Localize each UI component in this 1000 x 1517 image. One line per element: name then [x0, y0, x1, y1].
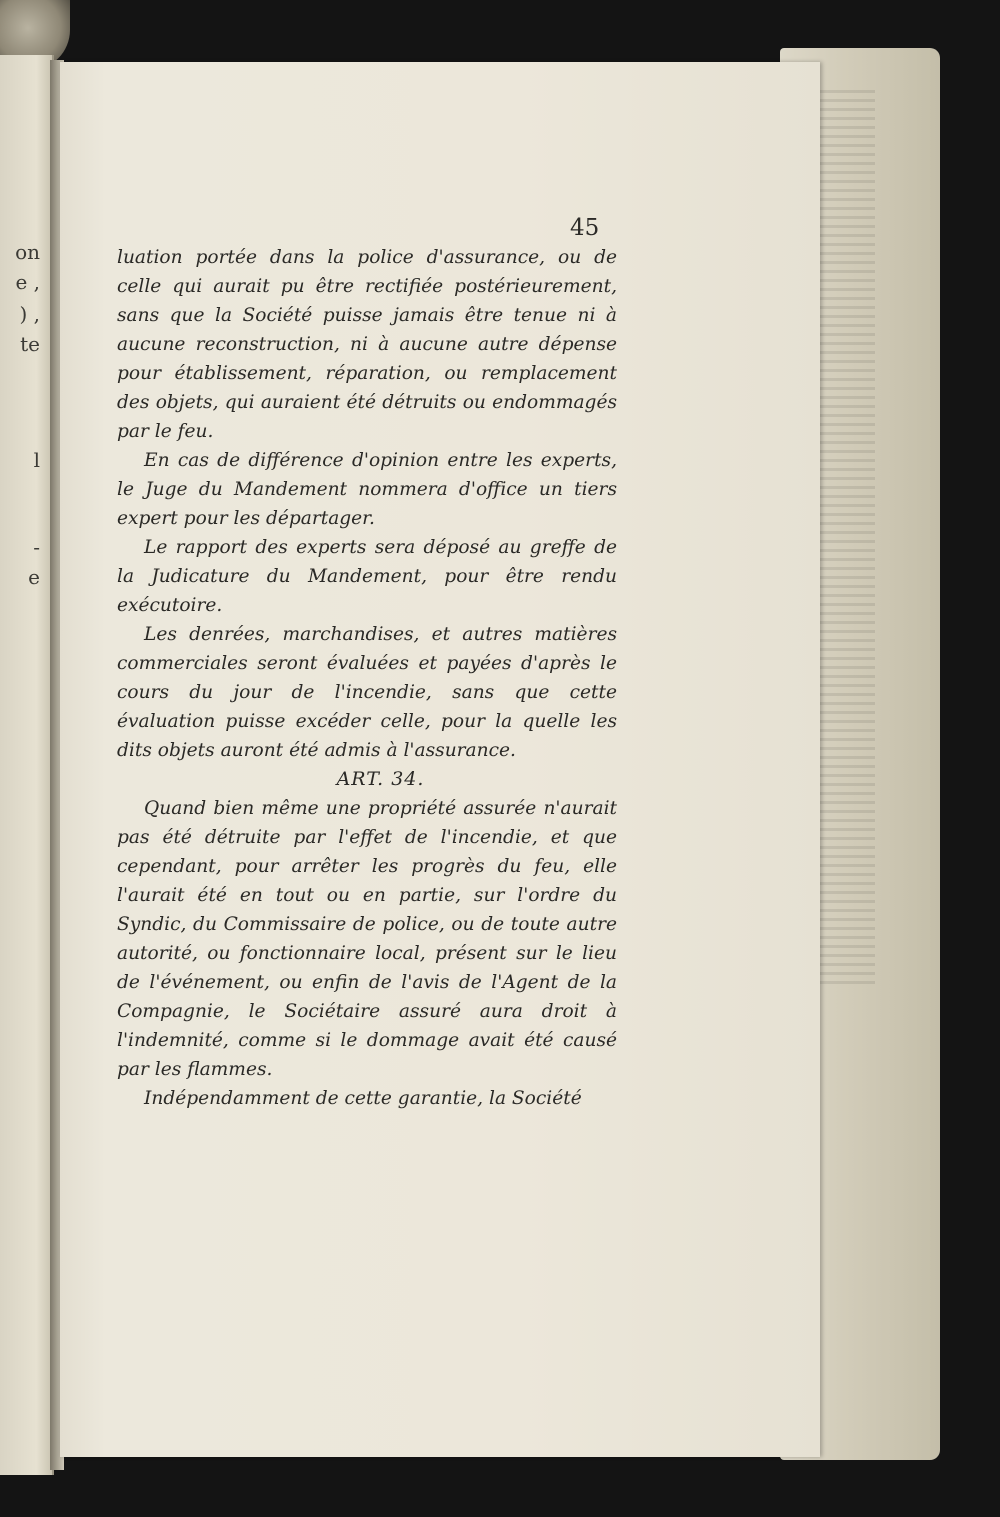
paragraph: Les denrées, marchandises, et autres matières commerciales seront évaluées et payées d'après le cours du jour de l'incendie, sans que cette évaluation puisse excéder celle, pour la quelle les dits objets auront été admis à l'assurance. [117, 624, 617, 761]
page-text [117, 243, 617, 1113]
paragraph: Indépendamment de cette garantie, la Société [144, 1088, 582, 1109]
left-page-fragment: on [15, 240, 40, 264]
left-page-fragment: l [33, 448, 40, 472]
left-page-fragment: e [28, 565, 40, 589]
paragraph: luation portée dans la police d'assurance, ou de celle qui aurait pu être rectifiée postérieurement, sans que la Société puisse jamais être tenue ni à aucune reconstruction, ni à aucune autre dépense pour établissement, réparation, ou remplacement des objets, qui auraient été détruits ou endommagés par le feu. [117, 247, 617, 442]
left-page-fragment: e , [15, 270, 40, 294]
paragraph: Quand bien même une propriété assurée n'aurait pas été détruite par l'effet de l'incendie, et que cependant, pour arrêter les progrès du feu, elle l'aurait été en tout ou en partie, sur l'ordre du Syndic, du Commissaire de police, ou de toute autre autorité, ou fonctionnaire local, présent sur le lieu de l'événement, ou enfin de l'avis de l'Agent de la Compagnie, le Sociétaire assuré aura droit à l'indemnité, comme si le dommage avait été causé par les flammes. [117, 798, 617, 1080]
paragraph: Le rapport des experts sera déposé au greffe de la Judicature du Mandement, pour être rendu exécutoire. [117, 537, 617, 616]
page-edge-stains [815, 90, 875, 990]
left-page-fragment: te [20, 332, 40, 356]
left-page-fragment: - [33, 535, 40, 559]
article-heading: ART. 34. [336, 768, 425, 790]
paragraph: En cas de différence d'opinion entre les experts, le Juge du Mandement nommera d'office un tiers expert pour les départager. [117, 450, 617, 529]
page-number: 45 [570, 215, 600, 241]
facing-page-left [0, 55, 54, 1475]
left-page-fragment: ) , [19, 302, 40, 326]
